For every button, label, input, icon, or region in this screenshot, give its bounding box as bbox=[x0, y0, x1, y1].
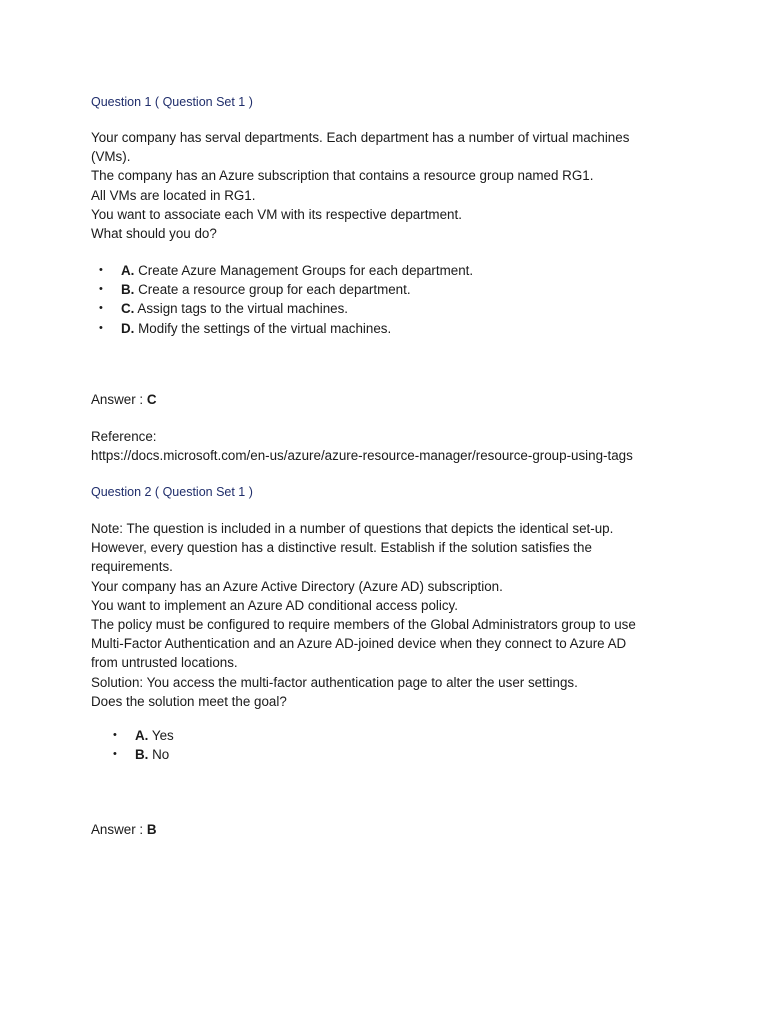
option-text: Create a resource group for each department. bbox=[138, 282, 411, 298]
question-1-line: All VMs are located in RG1. bbox=[91, 187, 256, 203]
option-a bbox=[99, 261, 474, 280]
question-2-line: Solution: You access the multi-factor authentication page to alter the user settings. bbox=[91, 674, 578, 690]
bullet-icon: • bbox=[99, 264, 103, 276]
question-2-line: You want to implement an Azure AD conditional access policy. bbox=[91, 597, 458, 613]
answer-value: C bbox=[146, 392, 157, 407]
bullet-icon: • bbox=[99, 321, 103, 334]
option-letter: A. bbox=[135, 728, 149, 743]
option-b bbox=[113, 745, 174, 764]
question-1-line: Your company has serval departments. Each department has a number of virtual machines bbox=[91, 130, 630, 145]
question-1-line: (VMs). bbox=[91, 149, 131, 165]
option-text: Assign tags to the virtual machines. bbox=[137, 301, 349, 317]
bullet-icon: • bbox=[113, 729, 117, 741]
option-text: Create Azure Management Groups for each department. bbox=[138, 263, 474, 278]
question-1-header: Question 1 ( Question Set 1 ) bbox=[91, 95, 253, 109]
question-1-line: What should you do? bbox=[91, 226, 217, 242]
question-2-options bbox=[113, 726, 174, 764]
option-letter: D. bbox=[121, 320, 135, 336]
option-text: Modify the settings of the virtual machines. bbox=[138, 320, 392, 336]
question-1-options bbox=[99, 261, 474, 338]
answer-label: Answer : bbox=[91, 822, 144, 837]
option-letter: C. bbox=[121, 301, 135, 317]
question-2-line: Your company has an Azure Active Directory (Azure AD) subscription. bbox=[91, 578, 503, 594]
question-2-line: requirements. bbox=[91, 559, 173, 575]
option-letter: B. bbox=[121, 282, 135, 298]
question-1-line: The company has an Azure subscription that contains a resource group named RG1. bbox=[91, 168, 594, 184]
question-2-line: Note: The question is included in a number of questions that depicts the identical set-up. bbox=[91, 521, 614, 536]
question-1-reference bbox=[91, 427, 691, 465]
option-text: No bbox=[152, 747, 170, 763]
reference-label: Reference: bbox=[91, 429, 157, 444]
question-2-header: Question 2 ( Question Set 1 ) bbox=[91, 485, 253, 499]
option-a bbox=[113, 726, 174, 745]
question-2-line: Multi-Factor Authentication and an Azure AD-joined device when they connect to Azure AD bbox=[91, 636, 627, 652]
question-2-line: from untrusted locations. bbox=[91, 655, 238, 671]
question-2-line: However, every question has a distinctive result. Establish if the solution satisfies the bbox=[91, 540, 592, 556]
question-2-body bbox=[91, 519, 691, 711]
bullet-icon: • bbox=[99, 283, 103, 296]
answer-label: Answer : bbox=[91, 392, 144, 407]
question-1-body bbox=[91, 128, 691, 243]
question-2-answer bbox=[91, 822, 157, 837]
option-d bbox=[99, 319, 473, 338]
answer-value: B bbox=[146, 822, 157, 837]
bullet-icon: • bbox=[99, 302, 103, 315]
question-1-answer bbox=[91, 392, 157, 407]
option-b bbox=[99, 280, 473, 299]
bullet-icon: • bbox=[113, 748, 117, 761]
question-1-line: You want to associate each VM with its respective department. bbox=[91, 206, 462, 222]
option-letter: A. bbox=[121, 263, 135, 278]
reference-link[interactable]: https://docs.microsoft.com/en-us/azure/azure-resource-manager/resource-group-using-tags bbox=[91, 448, 633, 464]
option-text: Yes bbox=[151, 728, 174, 743]
option-letter: B. bbox=[135, 747, 149, 763]
question-2-line: The policy must be configured to require members of the Global Administrators group to use bbox=[91, 617, 636, 633]
option-c bbox=[99, 299, 473, 318]
question-2-line: Does the solution meet the goal? bbox=[91, 693, 287, 709]
